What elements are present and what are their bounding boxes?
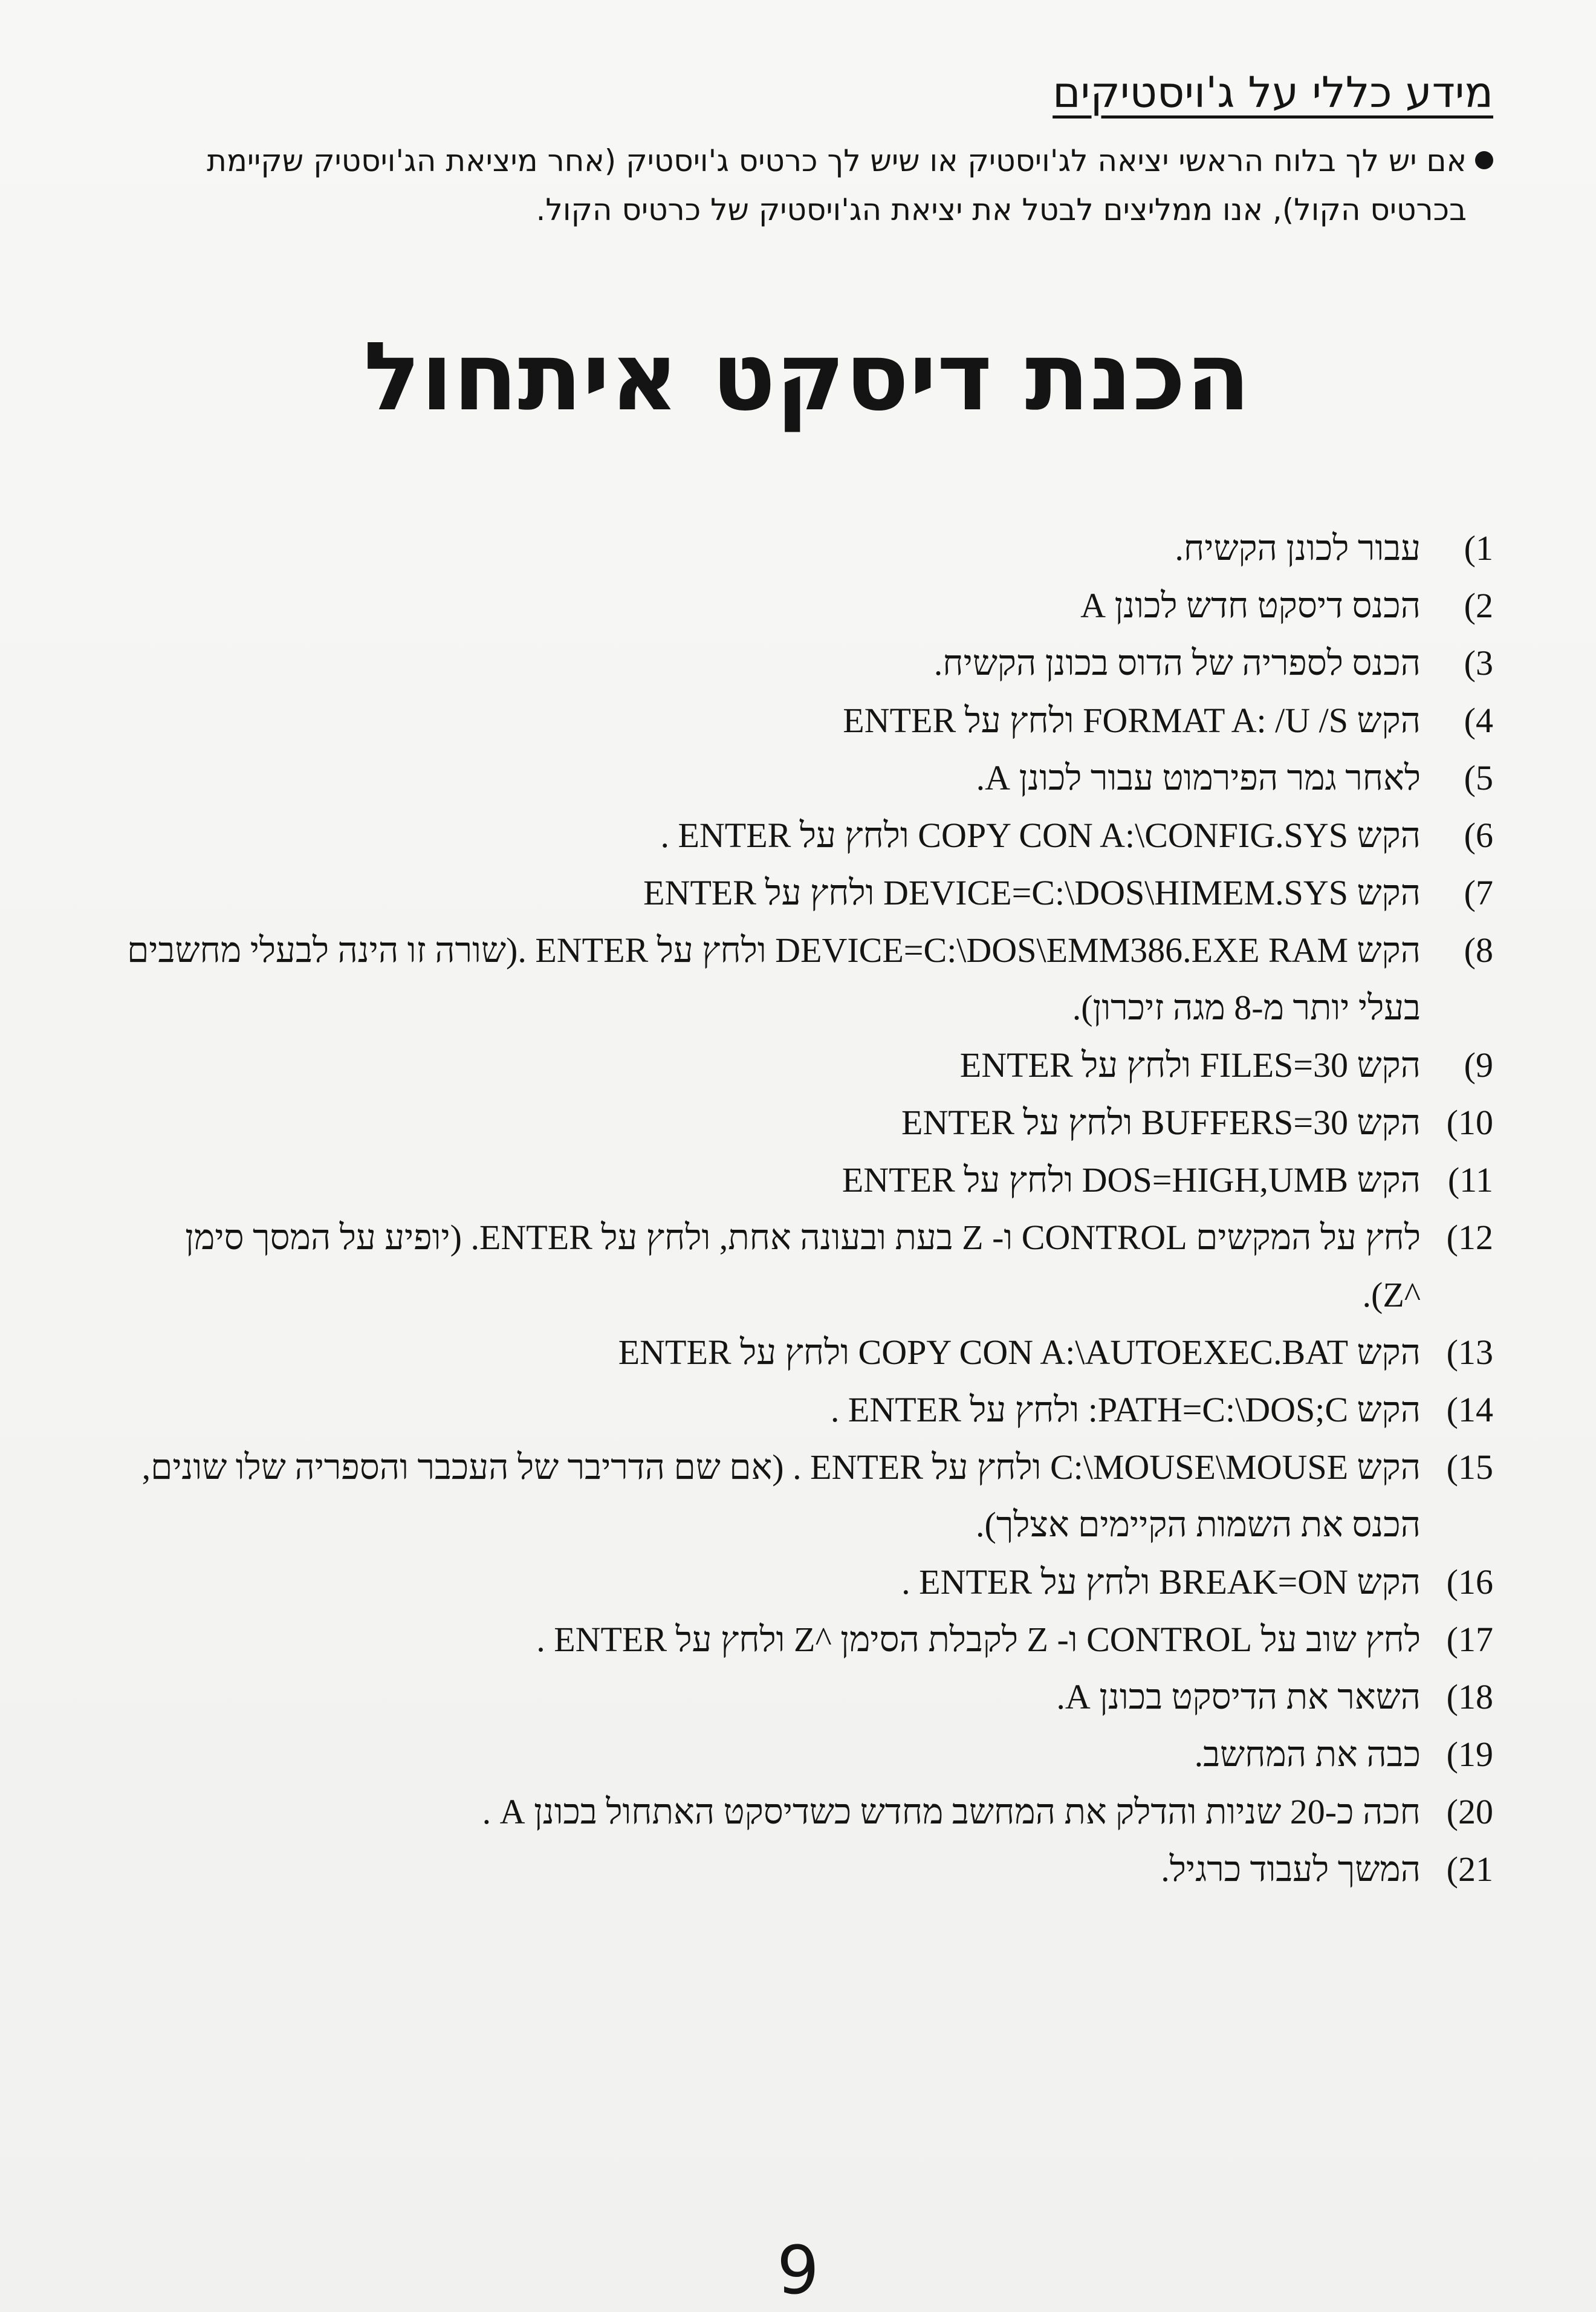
step-number: 14) <box>1446 1390 1493 1430</box>
step-text: הקש PATH=C:\DOS;C: ולחץ על ENTER . <box>830 1390 1421 1430</box>
step-text: המשך לעבוד כרגיל. <box>1161 1849 1421 1889</box>
step-number: 15) <box>1446 1447 1493 1487</box>
page-number: 9 <box>777 2232 819 2309</box>
step-text: הקש DEVICE=C:\DOS\EMM386.EXE RAM ולחץ על ENTER .(שורה זו הינה לבעלי מחשבים בעלי יותר מ-8 מגה זיכרון). <box>127 930 1421 1028</box>
step-text: לאחר גמר הפירמוט עבור לכונן A. <box>976 758 1421 798</box>
list-item <box>121 921 1493 1036</box>
step-number: 5) <box>1464 758 1493 798</box>
step-text: עבור לכונן הקשיח. <box>1175 528 1421 568</box>
step-number: 6) <box>1464 816 1493 856</box>
step-number: 1) <box>1464 528 1493 568</box>
step-number: 16) <box>1446 1562 1493 1602</box>
step-text: הקש C:\MOUSE\MOUSE ולחץ על ENTER . (אם שם הדריבר של העכבר והספריה שלו שונים, הכנס את השמות הקיימים אצלך). <box>141 1447 1421 1545</box>
joystick-note <box>121 137 1493 235</box>
step-number: 12) <box>1446 1218 1493 1258</box>
step-number: 10) <box>1446 1103 1493 1143</box>
step-text: הקש DEVICE=C:\DOS\HIMEM.SYS ולחץ על ENTER <box>643 873 1421 913</box>
step-number: 9) <box>1464 1045 1493 1085</box>
step-text: הקש COPY CON A:\CONFIG.SYS ולחץ על ENTER . <box>660 816 1421 856</box>
list-item <box>121 519 1493 577</box>
step-text: הקש BUFFERS=30 ולחץ על ENTER <box>901 1103 1421 1143</box>
step-number: 21) <box>1446 1849 1493 1889</box>
list-item <box>121 1323 1493 1381</box>
list-item <box>121 1036 1493 1094</box>
step-text: לחץ על המקשים CONTROL ו- Z בעת ובעונה אחת, ולחץ על ENTER. (יופיע על המסך סימן ^Z). <box>185 1218 1421 1315</box>
list-item <box>121 1094 1493 1151</box>
list-item <box>121 807 1493 864</box>
step-number: 18) <box>1446 1677 1493 1717</box>
step-number: 3) <box>1464 643 1493 683</box>
list-item <box>121 1783 1493 1840</box>
step-text: הכנס לספריה של הדוס בכונן הקשיח. <box>933 643 1421 683</box>
step-number: 2) <box>1464 586 1493 626</box>
step-text: הקש FILES=30 ולחץ על ENTER <box>959 1045 1421 1085</box>
joystick-note-text: אם יש לך בלוח הראשי יציאה לג'ויסטיק או שיש לך כרטיס ג'ויסטיק (אחר מיציאת הג'ויסטיק שקיימת בכרטיס הקול), אנו ממליצים לבטל את יציאת הג'ויסטיק של כרטיס הקול. <box>207 143 1467 227</box>
step-text: הקש COPY CON A:\AUTOEXEC.BAT ולחץ על ENTER <box>618 1333 1421 1372</box>
step-text: חכה כ-20 שניות והדלק את המחשב מחדש כשדיסקט האתחול בכונן A . <box>482 1792 1421 1832</box>
step-number: 7) <box>1464 873 1493 913</box>
list-item <box>121 577 1493 634</box>
step-text: לחץ שוב על CONTROL ו- Z לקבלת הסימן ^Z ולחץ על ENTER . <box>536 1620 1421 1660</box>
step-number: 4) <box>1464 701 1493 741</box>
list-item <box>121 1151 1493 1209</box>
step-number: 11) <box>1447 1160 1493 1200</box>
list-item <box>121 1840 1493 1898</box>
step-text: הקש DOS=HIGH,UMB ולחץ על ENTER <box>842 1160 1421 1200</box>
page-title: הכנת דיסקט איתחול <box>363 321 1251 432</box>
bullet-icon <box>1475 151 1493 169</box>
list-item <box>121 864 1493 921</box>
step-number: 8) <box>1464 930 1493 970</box>
list-item <box>121 1438 1493 1553</box>
list-item <box>121 1381 1493 1438</box>
list-item <box>121 634 1493 692</box>
step-number: 13) <box>1446 1333 1493 1372</box>
list-item <box>121 1668 1493 1726</box>
step-number: 19) <box>1446 1735 1493 1775</box>
step-text: הקש BREAK=ON ולחץ על ENTER . <box>901 1562 1421 1602</box>
list-item <box>121 1611 1493 1668</box>
list-item <box>121 692 1493 749</box>
step-text: השאר את הדיסקט בכונן A. <box>1056 1677 1421 1717</box>
step-number: 20) <box>1446 1792 1493 1832</box>
list-item <box>121 749 1493 807</box>
list-item <box>121 1726 1493 1783</box>
section-heading-joysticks: מידע כללי על ג'ויסטיקים <box>1053 68 1493 117</box>
steps-list <box>121 519 1493 1898</box>
list-item <box>121 1209 1493 1323</box>
step-text: כבה את המחשב. <box>1194 1735 1421 1775</box>
step-number: 17) <box>1446 1620 1493 1660</box>
step-text: הקש FORMAT A: /U /S ולחץ על ENTER <box>843 701 1421 741</box>
list-item <box>121 1553 1493 1611</box>
step-text: הכנס דיסקט חדש לכונן A <box>1080 586 1421 626</box>
